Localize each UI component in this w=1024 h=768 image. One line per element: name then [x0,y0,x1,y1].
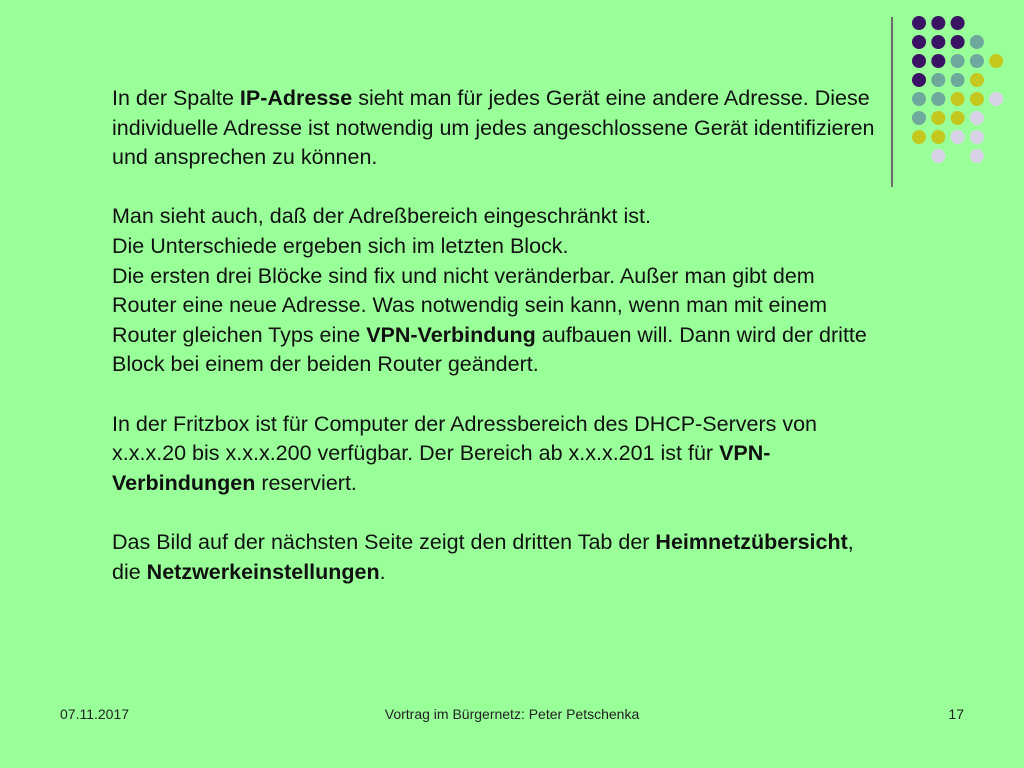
decorative-dot [912,54,926,68]
decorative-dot [951,54,965,68]
decorative-dot [931,149,945,163]
footer-title: Vortrag im Bürgernetz: Peter Petschenka [384,706,640,722]
decorative-dot [951,92,965,106]
decorative-dot [912,92,926,106]
decorative-dot [931,16,945,30]
decorative-dot [970,35,984,49]
decorative-dot [931,111,945,125]
decorative-dot [989,92,1003,106]
decorative-dot [912,73,926,87]
footer-page-number: 17 [948,706,964,722]
bold-netzwerkeinstellungen: Netzwerkeinstellungen [146,559,380,584]
decorative-dot [912,130,926,144]
vertical-divider [891,17,893,187]
paragraph-ip-address: In der Spalte IP-Adresse sieht man für jedes Gerät eine andere Adresse. Diese individuelle Adresse ist notwendig um jedes angeschlossene Gerät identifizieren und ansprechen zu können. [112,86,875,170]
decorative-dot [970,73,984,87]
paragraph-next-page: Das Bild auf der nächsten Seite zeigt den dritten Tab der Heimnetzübersicht, die Netzwerkeinstellungen. [112,529,854,584]
decorative-dot [912,16,926,30]
decorative-dot [931,92,945,106]
bold-heimnetzuebersicht: Heimnetzübersicht [655,529,848,554]
decorative-dot [970,130,984,144]
decorative-dot [931,35,945,49]
bold-vpn-verbindungen: VPN-Verbindungen [112,441,771,495]
paragraph-address-range: Man sieht auch, daß der Adreßbereich eingeschränkt ist. Die Unterschiede ergeben sich im letzten Block. Die ersten drei Blöcke sind fix und nicht veränderbar. Außer man gibt dem Router eine neue Adresse. Was notwendig sein kann, wenn man mit einem Router gleichen Typs eine VPN-Verbindung aufbauen will. Dann wird der dritte Block bei einem der beiden Router geändert. [112,204,867,377]
decorative-dot [970,149,984,163]
decorative-dot [931,130,945,144]
decorative-dot [951,130,965,144]
decorative-dot [970,111,984,125]
decorative-dot [951,16,965,30]
decorative-dot [951,73,965,87]
decorative-dot [912,35,926,49]
decorative-dot [951,35,965,49]
bold-ip-adresse: IP-Adresse [239,86,353,110]
decorative-dot [912,111,926,125]
bold-vpn-verbindung: VPN-Verbindung [366,322,536,347]
decorative-dot [951,111,965,125]
slide-body-text [112,84,882,587]
decorative-dot [970,54,984,68]
paragraph-fritzbox-dhcp: In der Fritzbox ist für Computer der Adressbereich des DHCP-Servers von x.x.x.20 bis x.x.x.200 verfügbar. Der Bereich ab x.x.x.201 ist für VPN-Verbindungen reserviert. [112,411,817,495]
decorative-dot [989,54,1003,68]
decorative-dot [970,92,984,106]
footer-date: 07.11.2017 [60,706,130,722]
decorative-dot [931,54,945,68]
decorative-dot [931,73,945,87]
